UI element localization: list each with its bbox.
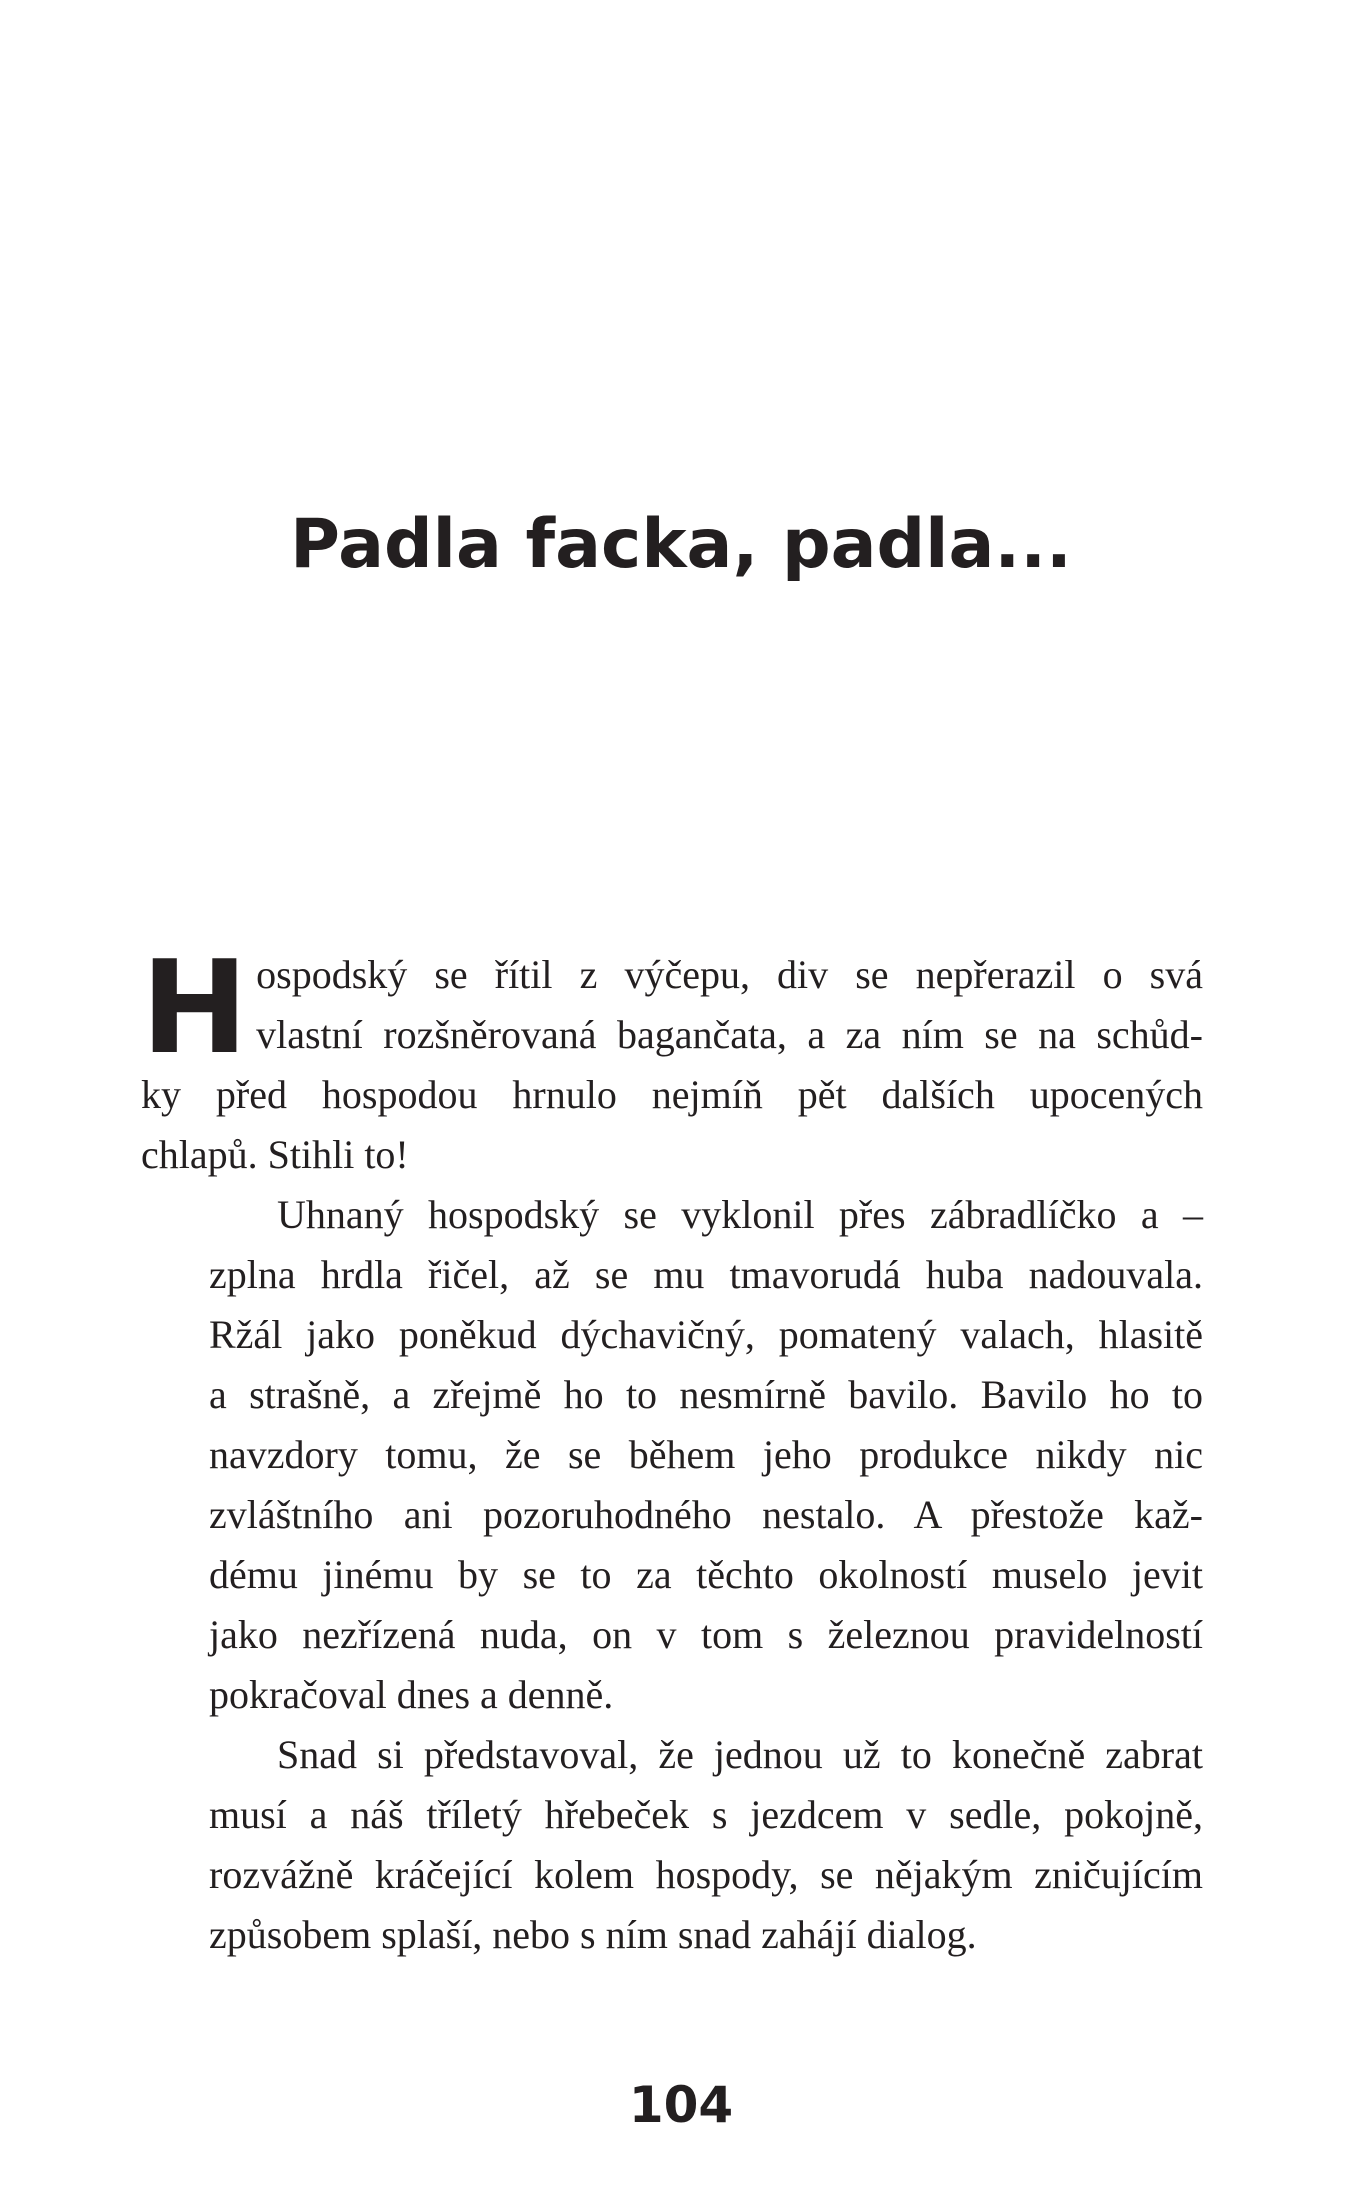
page-number: 104 (628, 2076, 734, 2134)
text-line: způsobem splaší, nebo s ním snad zahájí dialog. (209, 1912, 977, 1957)
text-line: musí a náš tříletý hřebeček s jezdcem v sedle, pokojně, (209, 1792, 1203, 1837)
text-line: ky před hospodou hrnulo nejmíň pět dalších upocených (141, 1072, 1203, 1117)
text-line: ospodský se řítil z výčepu, div se nepřerazil o svá (256, 952, 1203, 997)
chapter-title: Padla facka, padla... (290, 505, 1072, 584)
paragraph-1 (141, 934, 1203, 1185)
text-line: vlastní rozšněrovaná bagančata, a za ním se na schůd- (256, 1012, 1203, 1057)
text-line: Ržál jako poněkud dýchavičný, pomatený valach, hlasitě (209, 1312, 1203, 1357)
drop-cap: H (141, 934, 249, 1083)
text-line: pokračoval dnes a denně. (209, 1672, 614, 1717)
text-line: Snad si představoval, že jednou už to konečně zabrat (277, 1732, 1203, 1777)
text-line: jako nezřízená nuda, on v tom s železnou pravidelností (209, 1612, 1203, 1657)
text-line: zvláštního ani pozoruhodného nestalo. A přestože kaž- (209, 1492, 1203, 1537)
text-line: chlapů. Stihli to! (141, 1132, 409, 1177)
chapter-body (141, 934, 1203, 1965)
text-line: dému jinému by se to za těchto okolností muselo jevit (209, 1552, 1203, 1597)
paragraph-2 (141, 1185, 1203, 1725)
text-line: rozvážně kráčející kolem hospody, se nějakým zničujícím (209, 1852, 1203, 1897)
text-line: Uhnaný hospodský se vyklonil přes zábradlíčko a – (277, 1192, 1203, 1237)
text-line: zplna hrdla řičel, až se mu tmavorudá huba nadouvala. (209, 1252, 1203, 1297)
paragraph-3 (141, 1725, 1203, 1965)
text-line: a strašně, a zřejmě ho to nesmírně bavilo. Bavilo ho to (209, 1372, 1203, 1417)
text-line: navzdory tomu, že se během jeho produkce nikdy nic (209, 1432, 1203, 1477)
